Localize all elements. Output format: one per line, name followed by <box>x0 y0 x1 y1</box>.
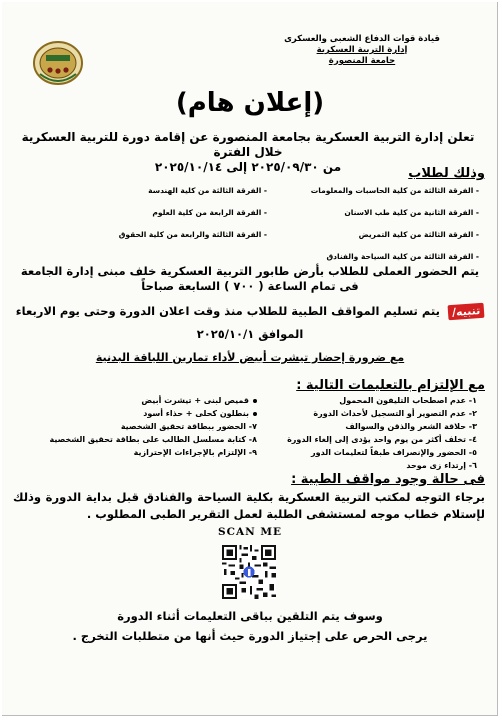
instruction-item <box>49 394 257 407</box>
faculty-item: - الفرقة الثالثة من كلية السياحة والفنادق <box>326 252 479 261</box>
notice-text: يتم تسليم المواقف الطبية للطلاب منذ وقت اعلان الدورة وحتى يوم الاربعاء <box>15 304 440 318</box>
notice-line <box>2 304 498 319</box>
bullet-icon <box>253 412 257 416</box>
instructions-heading: مع الإلتزام بالتعليمات التالية : <box>296 378 485 393</box>
military-emblem-logo <box>32 40 84 86</box>
medical-deadline-notice <box>2 304 498 342</box>
students-heading: وذلك لطلاب <box>408 166 485 181</box>
instructions-right-list <box>287 394 477 472</box>
bullet-icon <box>253 399 257 403</box>
notice-badge: تنبيه/ <box>447 303 484 320</box>
attendance-text <box>2 264 498 294</box>
footer-line-2: يرجى الحرص على إجتياز الدورة حيث أنها من متطلبات التخرج . <box>72 629 428 643</box>
faculty-item: - الفرقة الرابعة من كلية العلوم <box>152 208 267 217</box>
attendance-line: يتم الحضور العملى للطلاب بأرض طابور التربية العسكرية خلف مبنى إدارة الجامعة <box>20 264 480 278</box>
instruction-text: قميص لبنى + تيشرت أبيض <box>141 396 249 405</box>
issuer-line: إدارة التربية العسكرية <box>316 45 408 55</box>
instruction-item: ٤- تخلف أكثر من يوم واحد يؤدى إلى إلغاء الدورة <box>287 435 477 444</box>
faculty-item: - الفرقة الثالثة من كلية الهندسة <box>148 186 267 195</box>
instruction-item: ٣- حلاقة الشعر والذقن والسوالف <box>345 422 477 431</box>
faculties-right-list <box>311 180 479 268</box>
intro-dates: من ٢٠٢٥/٠٩/٣٠ إلى ٢٠٢٥/١٠/١٤ <box>154 160 342 174</box>
tshirt-requirement: مع ضرورة إحضار تيشرت أبيض لأداء تمارين اللياقة البدنية <box>95 351 405 364</box>
intro-line: تعلن إدارة التربية العسكرية بجامعة المنصورة عن إقامة دورة للتربية العسكرية خلال الفترة <box>21 130 475 159</box>
medical-heading: فى حالة وجود مواقف الطبية : <box>291 472 485 487</box>
instruction-item: ٦- إرتداء زى موحد <box>406 461 477 470</box>
instructions-left-list <box>49 394 257 459</box>
instruction-item <box>49 407 257 420</box>
instruction-item: ١- عدم اصطحاب التليفون المحمول <box>339 396 477 405</box>
instruction-item: ٨- كتابة مسلسل الطالب على بطاقة تحقيق الشخصية <box>49 435 257 444</box>
faculty-item: - الفرقة الثالثة من كلية التمريض <box>358 230 479 239</box>
notice-date: الموافق ٢٠٢٥/١٠/١ <box>196 327 304 341</box>
instruction-text: بنطلون كحلى + حذاء أسود <box>143 409 249 418</box>
issuer-line: جامعة المنصورة <box>328 56 396 66</box>
footer-line-1: وسوف يتم التلقين بباقى التعليمات أثناء الدورة <box>117 609 383 623</box>
instruction-item: ٥- الحضور والإنصراف طبقاً لتعليمات الدور <box>311 448 477 457</box>
instruction-item: ٢- عدم التصوير أو التسجيل لأحداث الدورة <box>313 409 477 418</box>
scan-me-label: SCAN ME <box>218 526 282 538</box>
issuer-header <box>267 34 457 67</box>
medical-text: برجاء التوجه لمكتب التربية العسكرية بكلية السياحة والفنادق قبل بداية الدورة وذلك لإستلام خطاب موجه لمستشفى الطلبة لعمل التقرير الطبى المطلوب . <box>13 490 485 521</box>
faculties-left-list <box>119 180 267 246</box>
attendance-time: فى تمام الساعة ( ٧٠٠ ) السابعة صباحاً <box>141 279 359 293</box>
page-title: (إعلان هام) <box>175 88 325 118</box>
instruction-item: ٧- الحضور ببطاقة تحقيق الشخصية <box>120 422 257 431</box>
announcement-page <box>2 2 498 716</box>
faculty-item: - الفرقة الثالثة من كلية الحاسبات والمعلومات <box>310 186 479 195</box>
instruction-item: ٩- الإلتزام بالإجراءات الإحترازية <box>133 448 257 457</box>
qr-code[interactable] <box>222 545 276 599</box>
faculty-item: - الفرقة الثالثة والرابعة من كلية الحقوق <box>118 230 267 239</box>
faculty-item: - الفرقة الثانية من كلية طب الاسنان <box>344 208 479 217</box>
issuer-line: قيادة قوات الدفاع الشعبى والعسكرى <box>284 34 440 44</box>
